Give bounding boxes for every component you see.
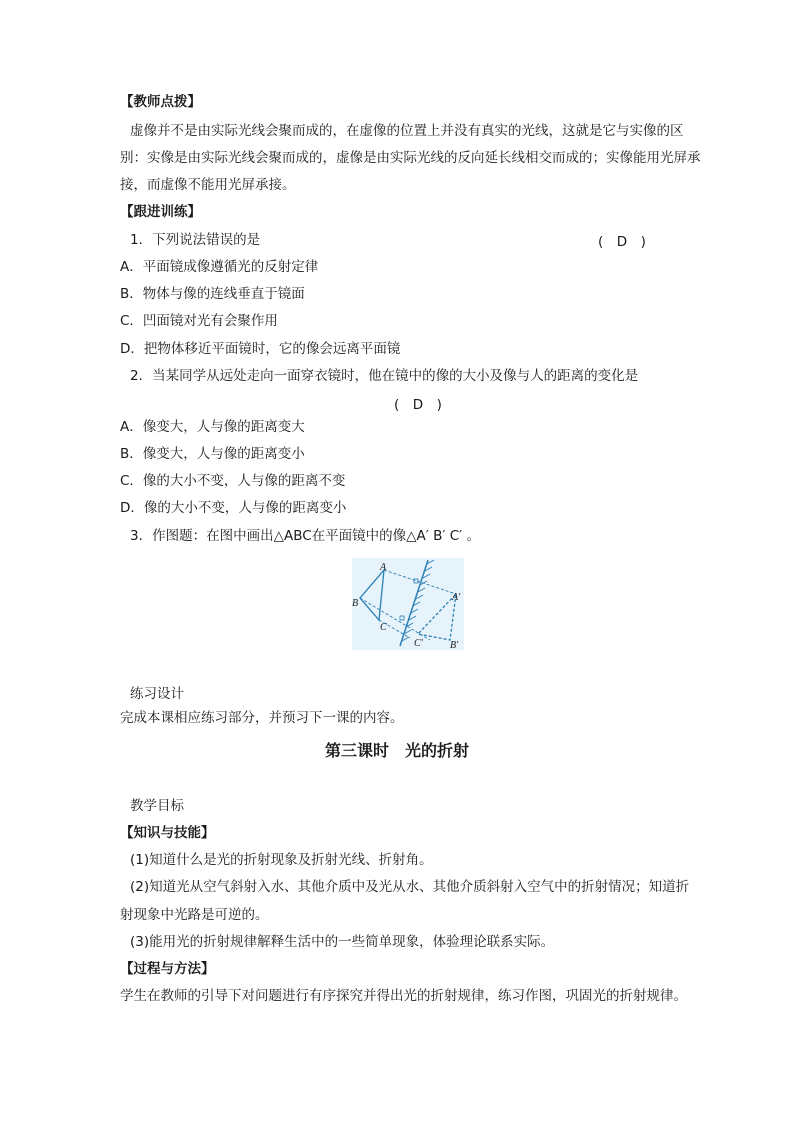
label-c: C [380, 622, 387, 633]
exercise-text: 完成本课相应练习部分，并预习下一课的内容。 [120, 710, 404, 726]
label-a-prime: A′ [452, 592, 461, 603]
knowledge-heading: 【知识与技能】 [120, 825, 215, 841]
lesson-title: 第三课时 光的折射 [324, 741, 469, 760]
q1-stem: 1．下列说法错误的是 [130, 232, 261, 248]
q2-option-a: A．像变大，人与像的距离变大 [120, 419, 305, 435]
label-b: B [352, 598, 359, 609]
knowledge-line-3: 射现象中光路是可逆的。 [120, 907, 269, 923]
knowledge-line-2: (2)知道光从空气斜射入水、其他介质中及光从水、其他介质斜射入空气中的折射情况；知道折 [130, 879, 690, 895]
exercise-heading: 练习设计 [130, 686, 184, 702]
q1-option-d: D．把物体移近平面镜时，它的像会远离平面镜 [120, 341, 401, 357]
knowledge-line-1: (1)知道什么是光的折射现象及折射光线、折射角。 [130, 852, 433, 868]
process-text: 学生在教师的引导下对问题进行有序探究并得出光的折射规律，练习作图，巩固光的折射规律。 [120, 988, 687, 1004]
teacher-tip-line-1: 虚像并不是由实际光线会聚而成的，在虚像的位置上并没有真实的光线，这就是它与实像的区 [130, 123, 684, 139]
q2-stem: 2．当某同学从远处走向一面穿衣镜时，他在镜中的像的大小及像与人的距离的变化是 [130, 368, 639, 384]
q1-answer: ( D ) [598, 234, 646, 250]
q2-option-d: D．像的大小不变，人与像的距离变小 [120, 500, 347, 516]
knowledge-line-4: (3)能用光的折射规律解释生活中的一些简单现象，体验理论联系实际。 [130, 934, 555, 950]
teacher-tip-heading: 【教师点拨】 [120, 94, 201, 110]
q3-stem: 3．作图题：在图中画出△ABC在平面镜中的像△A′ B′ C′ 。 [130, 528, 481, 544]
q2-option-b: B．像变大，人与像的距离变小 [120, 446, 305, 462]
q1-option-c: C．凹面镜对光有会聚作用 [120, 313, 278, 329]
mirror-figure [352, 558, 464, 650]
practice-heading: 【跟进训练】 [120, 204, 201, 220]
teacher-tip-line-3: 接，而虚像不能用光屏承接。 [120, 177, 296, 193]
q2-option-c: C．像的大小不变，人与像的距离不变 [120, 473, 346, 489]
goals-heading: 教学目标 [130, 798, 184, 814]
label-b-prime: B′ [450, 640, 459, 650]
q2-answer: ( D ) [394, 397, 442, 413]
teacher-tip-line-2: 别：实像是由实际光线会聚而成的，虚像是由实际光线的反向延长线相交而成的；实像能用光屏承 [120, 150, 701, 166]
label-c-prime: C′ [414, 638, 423, 649]
label-a: A [380, 562, 387, 573]
q1-option-b: B．物体与像的连线垂直于镜面 [120, 286, 305, 302]
process-heading: 【过程与方法】 [120, 961, 215, 977]
q1-option-a: A．平面镜成像遵循光的反射定律 [120, 259, 319, 275]
